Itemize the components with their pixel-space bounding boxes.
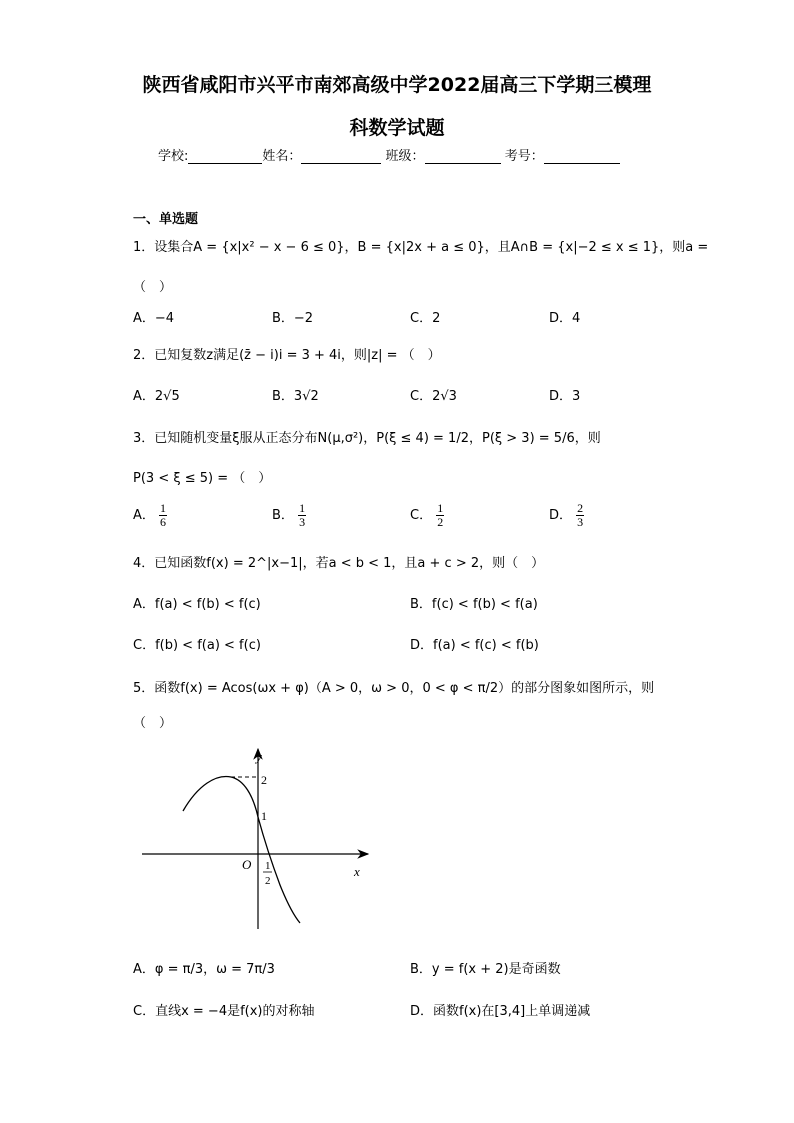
q3-option-c-fraction — [436, 502, 444, 529]
q1-option-b[interactable]: B．−2 — [272, 311, 314, 326]
y-tick-1: 1 — [261, 809, 267, 823]
q5-paren: （ ） — [133, 716, 173, 731]
q1-option-c[interactable]: C．2 — [410, 311, 441, 326]
origin-label: O — [242, 857, 252, 872]
q2-option-a[interactable]: A．2√5 — [133, 389, 180, 404]
q1-option-a[interactable]: A．−4 — [133, 311, 175, 326]
q4-option-a[interactable]: A．f(a) < f(b) < f(c) — [133, 597, 261, 612]
q3-option-c-label: C． — [410, 508, 433, 523]
paper-title-line2: 科数学试题 — [349, 117, 445, 139]
q3-option-c[interactable] — [410, 502, 444, 529]
q4-stem: 4．已知函数f(x) = 2^|x−1|，若a < b < 1，且a + c > 2，则（ ） — [133, 556, 545, 571]
q2-option-d[interactable]: D．3 — [549, 389, 581, 404]
q2-option-c[interactable]: C．2√3 — [410, 389, 457, 404]
q3-option-a[interactable] — [133, 502, 167, 529]
x-axis-label: x — [354, 864, 360, 879]
section-heading: 一、单选题 — [133, 212, 199, 227]
q3-option-d[interactable] — [549, 502, 584, 529]
q3-stem: 3．已知随机变量ξ服从正态分布N(μ,σ²)，P(ξ ≤ 4) = 1/2，P(ξ > 3) = 5/6，则 — [133, 431, 601, 446]
number-blank[interactable] — [544, 149, 620, 164]
q5-option-a[interactable]: A．φ = π/3，ω = 7π/3 — [133, 962, 275, 977]
q5-option-c[interactable]: C．直线x = −4是f(x)的对称轴 — [133, 1004, 315, 1019]
q3-option-a-label: A． — [133, 508, 155, 523]
q1-paren: （ ） — [133, 280, 173, 295]
x-tick-denominator: 2 — [265, 875, 271, 887]
class-label: 班级： — [385, 149, 425, 164]
q5-stem: 5．函数f(x) = Acos(ωx + φ)（A > 0，ω > 0，0 < φ < π/2）的部分图象如图所示，则 — [133, 681, 655, 696]
fraction-denominator: 2 — [437, 515, 444, 529]
q3-option-b-fraction — [298, 502, 306, 529]
fraction-denominator: 3 — [577, 515, 584, 529]
q3-option-b[interactable] — [272, 502, 306, 529]
q5-option-b[interactable]: B．y = f(x + 2)是奇函数 — [410, 962, 561, 977]
paper-title-line1: 陕西省咸阳市兴平市南郊高级中学2022届高三下学期三模理 — [142, 74, 652, 96]
q4-option-d[interactable]: D．f(a) < f(c) < f(b) — [410, 638, 539, 653]
fraction-numerator: 2 — [577, 501, 584, 515]
q3-option-d-fraction — [576, 502, 584, 529]
q2-option-b[interactable]: B．3√2 — [272, 389, 319, 404]
fraction-numerator: 1 — [299, 501, 306, 515]
q3-stem-line2: P(3 < ξ ≤ 5) = （ ） — [133, 471, 272, 486]
fraction-denominator: 6 — [160, 515, 167, 529]
fraction-numerator: 1 — [437, 501, 444, 515]
q4-option-c[interactable]: C．f(b) < f(a) < f(c) — [133, 638, 261, 653]
name-label: 姓名： — [262, 149, 302, 164]
q2-stem: 2．已知复数z满足(z̄ − i)i = 3 + 4i，则|z| = （ ） — [133, 348, 441, 363]
number-label: 考号： — [504, 149, 544, 164]
school-blank[interactable] — [188, 149, 262, 164]
y-axis-label: y — [256, 749, 262, 764]
class-blank[interactable] — [425, 149, 501, 164]
fraction-numerator: 1 — [160, 501, 167, 515]
fraction-denominator: 3 — [299, 515, 306, 529]
q3-option-d-label: D． — [549, 508, 573, 523]
q1-option-d[interactable]: D．4 — [549, 311, 581, 326]
q4-option-b[interactable]: B．f(c) < f(b) < f(a) — [410, 597, 538, 612]
q1-stem: 1．设集合A = {x|x² − x − 6 ≤ 0}，B = {x|2x + a ≤ 0}，且A∩B = {x|−2 ≤ x ≤ 1}，则a = — [133, 240, 709, 255]
school-label: 学校: — [158, 149, 189, 164]
q3-option-b-label: B． — [272, 508, 294, 523]
y-tick-2: 2 — [261, 773, 267, 787]
student-info-row — [158, 145, 620, 164]
cosine-curve — [183, 777, 300, 923]
name-blank[interactable] — [301, 149, 381, 164]
q5-option-d[interactable]: D．函数f(x)在[3,4]上单调递减 — [410, 1004, 591, 1019]
x-tick-numerator: 1 — [265, 860, 271, 872]
q3-option-a-fraction — [159, 502, 167, 529]
q5-function-graph — [140, 745, 380, 935]
